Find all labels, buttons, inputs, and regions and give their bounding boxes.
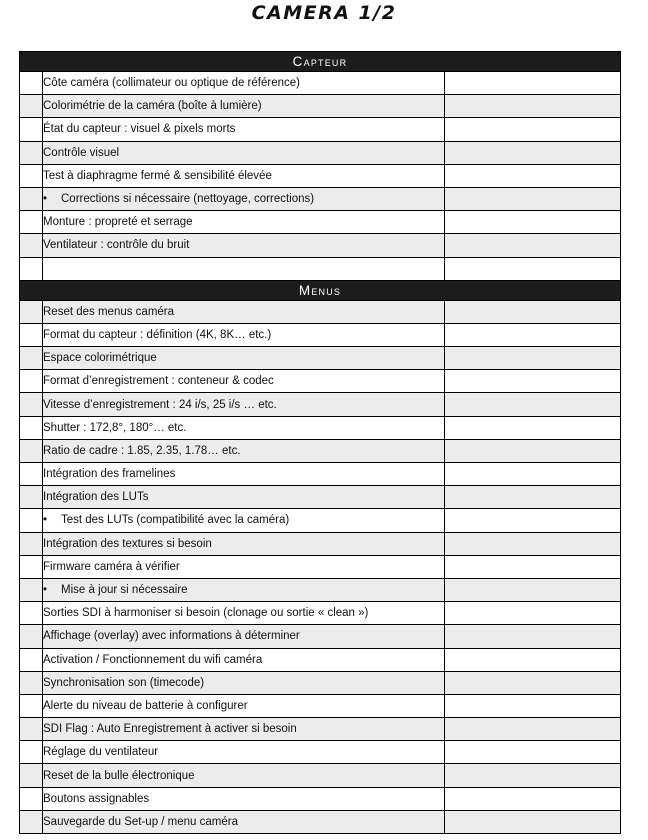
checkbox-cell[interactable] — [20, 164, 43, 187]
notes-cell[interactable] — [445, 347, 621, 370]
checklist-row — [20, 118, 621, 141]
item-label-cell — [43, 810, 445, 833]
sub-item-cell — [43, 187, 445, 210]
item-label-cell — [43, 234, 445, 257]
item-label-cell — [43, 257, 445, 280]
checklist-row — [20, 300, 621, 323]
item-label-cell — [43, 625, 445, 648]
checkbox-cell[interactable] — [20, 625, 43, 648]
checkbox-cell[interactable] — [20, 602, 43, 625]
item-label-cell — [43, 764, 445, 787]
item-label: Sorties SDI à harmoniser si besoin (clonage ou sortie « clean ») — [43, 607, 369, 620]
notes-cell[interactable] — [445, 741, 621, 764]
checkbox-cell[interactable] — [20, 72, 43, 95]
item-label-cell — [43, 393, 445, 416]
checklist-row — [20, 323, 621, 346]
checklist-row — [20, 439, 621, 462]
notes-cell[interactable] — [445, 764, 621, 787]
sub-item-cell — [43, 509, 445, 532]
item-label: Colorimétrie de la caméra (boîte à lumière) — [43, 100, 262, 113]
notes-cell[interactable] — [445, 211, 621, 234]
sub-item-cell — [43, 578, 445, 601]
checklist-row — [20, 257, 621, 280]
checklist-row — [20, 187, 621, 210]
notes-cell[interactable] — [445, 463, 621, 486]
checkbox-cell[interactable] — [20, 741, 43, 764]
item-label: Intégration des textures si besoin — [43, 537, 212, 550]
notes-cell[interactable] — [445, 323, 621, 346]
notes-cell[interactable] — [445, 95, 621, 118]
item-label: État du capteur : visuel & pixels morts — [43, 123, 236, 136]
notes-cell[interactable] — [445, 787, 621, 810]
notes-cell[interactable] — [445, 370, 621, 393]
item-label: Espace colorimétrique — [43, 352, 157, 365]
item-label-cell — [43, 602, 445, 625]
notes-cell[interactable] — [445, 555, 621, 578]
notes-cell[interactable] — [445, 257, 621, 280]
checkbox-cell[interactable] — [20, 323, 43, 346]
item-label: Shutter : 172,8°, 180°… etc. — [43, 421, 187, 434]
notes-cell[interactable] — [445, 671, 621, 694]
item-label-cell — [43, 694, 445, 717]
notes-cell[interactable] — [445, 578, 621, 601]
item-label: Réglage du ventilateur — [43, 746, 159, 759]
notes-cell[interactable] — [445, 602, 621, 625]
item-label: Format du capteur : définition (4K, 8K… etc.) — [43, 328, 272, 341]
checklist-row — [20, 578, 621, 601]
item-label-cell — [43, 323, 445, 346]
checklist-row — [20, 764, 621, 787]
checklist-row — [20, 463, 621, 486]
item-label-cell — [43, 416, 445, 439]
item-label-cell — [43, 486, 445, 509]
checklist-row — [20, 671, 621, 694]
checkbox-cell[interactable] — [20, 393, 43, 416]
notes-cell[interactable] — [445, 416, 621, 439]
checkbox-cell[interactable] — [20, 648, 43, 671]
checkbox-cell[interactable] — [20, 486, 43, 509]
checkbox-cell[interactable] — [20, 787, 43, 810]
item-label: Intégration des framelines — [43, 468, 176, 481]
checklist-row — [20, 95, 621, 118]
checklist-row — [20, 347, 621, 370]
item-label: Monture : propreté et serrage — [43, 216, 193, 229]
checklist-row — [20, 72, 621, 95]
checklist-row — [20, 416, 621, 439]
checklist-row — [20, 370, 621, 393]
checkbox-cell[interactable] — [20, 463, 43, 486]
item-label-cell — [43, 164, 445, 187]
notes-cell[interactable] — [445, 694, 621, 717]
item-label: Côte caméra (collimateur ou optique de référence) — [43, 77, 300, 90]
section-header — [20, 280, 621, 300]
item-label-cell — [43, 555, 445, 578]
checklist-row — [20, 141, 621, 164]
checklist-row — [20, 810, 621, 833]
item-label: Reset des menus caméra — [43, 305, 175, 318]
checkbox-cell[interactable] — [20, 532, 43, 555]
item-label-cell — [43, 741, 445, 764]
checklist-row — [20, 602, 621, 625]
checkbox-cell[interactable] — [20, 95, 43, 118]
checklist-row — [20, 509, 621, 532]
checkbox-cell[interactable] — [20, 671, 43, 694]
item-label: Affichage (overlay) avec informations à déterminer — [43, 630, 300, 643]
item-label: Alerte du niveau de batterie à configurer — [43, 699, 248, 712]
checkbox-cell[interactable] — [20, 211, 43, 234]
item-label-cell — [43, 347, 445, 370]
checkbox-cell[interactable] — [20, 810, 43, 833]
checklist-row — [20, 532, 621, 555]
item-label-cell — [43, 463, 445, 486]
checklist-row — [20, 393, 621, 416]
checkbox-cell[interactable] — [20, 439, 43, 462]
section-title: Capteur — [20, 52, 621, 72]
checklist-table — [19, 51, 621, 834]
item-label: Reset de la bulle électronique — [43, 769, 195, 782]
section-title: Menus — [20, 280, 621, 300]
item-label-cell — [43, 370, 445, 393]
checkbox-cell[interactable] — [20, 187, 43, 210]
checkbox-cell[interactable] — [20, 694, 43, 717]
checkbox-cell[interactable] — [20, 416, 43, 439]
item-label-cell — [43, 300, 445, 323]
item-label-cell — [43, 718, 445, 741]
item-label-cell — [43, 211, 445, 234]
item-label: Test des LUTs (compatibilité avec la caméra) — [61, 514, 290, 527]
notes-cell[interactable] — [445, 118, 621, 141]
checkbox-cell[interactable] — [20, 509, 43, 532]
item-label: Vitesse d’enregistrement : 24 i/s, 25 i/s … etc. — [43, 398, 277, 411]
checklist-row — [20, 164, 621, 187]
checkbox-cell[interactable] — [20, 141, 43, 164]
item-label-cell — [43, 141, 445, 164]
item-label: Ventilateur : contrôle du bruit — [43, 239, 190, 252]
item-label-cell — [43, 439, 445, 462]
checkbox-cell[interactable] — [20, 370, 43, 393]
checklist-row — [20, 211, 621, 234]
checkbox-cell[interactable] — [20, 578, 43, 601]
checklist-row — [20, 741, 621, 764]
item-label: Activation / Fonctionnement du wifi caméra — [43, 653, 263, 666]
notes-cell[interactable] — [445, 532, 621, 555]
notes-cell[interactable] — [445, 718, 621, 741]
bullet-icon: • — [43, 514, 48, 527]
item-label-cell — [43, 648, 445, 671]
checkbox-cell[interactable] — [20, 118, 43, 141]
checklist-row — [20, 648, 621, 671]
item-label-cell — [43, 95, 445, 118]
notes-cell[interactable] — [445, 187, 621, 210]
item-label: Format d’enregistrement : conteneur & codec — [43, 375, 274, 388]
checklist-row — [20, 718, 621, 741]
notes-cell[interactable] — [445, 300, 621, 323]
checklist-body — [20, 52, 621, 834]
notes-cell[interactable] — [445, 439, 621, 462]
item-label-cell — [43, 787, 445, 810]
checkbox-cell[interactable] — [20, 300, 43, 323]
item-label: Boutons assignables — [43, 792, 150, 805]
item-label: Intégration des LUTs — [43, 491, 149, 504]
checkbox-cell[interactable] — [20, 347, 43, 370]
notes-cell[interactable] — [445, 625, 621, 648]
item-label-cell — [43, 671, 445, 694]
item-label-cell — [43, 532, 445, 555]
item-label: SDI Flag : Auto Enregistrement à activer si besoin — [43, 723, 297, 736]
notes-cell[interactable] — [445, 141, 621, 164]
item-label-cell — [43, 118, 445, 141]
bullet-icon: • — [43, 584, 48, 597]
checklist-row — [20, 555, 621, 578]
item-label: Ratio de cadre : 1.85, 2.35, 1.78… etc. — [43, 444, 241, 457]
item-label: Synchronisation son (timecode) — [43, 676, 205, 689]
item-label-cell — [43, 72, 445, 95]
item-label: Contrôle visuel — [43, 146, 120, 159]
checkbox-cell[interactable] — [20, 257, 43, 280]
page-title: CAMERA 1/2 — [251, 2, 397, 24]
notes-cell[interactable] — [445, 234, 621, 257]
checkbox-cell[interactable] — [20, 234, 43, 257]
item-label: Test à diaphragme fermé & sensibilité élevée — [43, 169, 272, 182]
checklist-row — [20, 787, 621, 810]
checklist-row — [20, 234, 621, 257]
item-label: Sauvegarde du Set-up / menu caméra — [43, 815, 238, 828]
notes-cell[interactable] — [445, 810, 621, 833]
notes-cell[interactable] — [445, 509, 621, 532]
notes-cell[interactable] — [445, 72, 621, 95]
checklist-row — [20, 625, 621, 648]
item-label: Firmware caméra à vérifier — [43, 560, 180, 573]
notes-cell[interactable] — [445, 393, 621, 416]
checkbox-cell[interactable] — [20, 764, 43, 787]
notes-cell[interactable] — [445, 486, 621, 509]
bullet-icon: • — [43, 193, 48, 206]
notes-cell[interactable] — [445, 164, 621, 187]
checklist-row — [20, 486, 621, 509]
checkbox-cell[interactable] — [20, 718, 43, 741]
notes-cell[interactable] — [445, 648, 621, 671]
item-label: Corrections si nécessaire (nettoyage, corrections) — [61, 193, 315, 206]
checklist-row — [20, 694, 621, 717]
section-header — [20, 52, 621, 72]
item-label: Mise à jour si nécessaire — [61, 584, 188, 597]
checkbox-cell[interactable] — [20, 555, 43, 578]
